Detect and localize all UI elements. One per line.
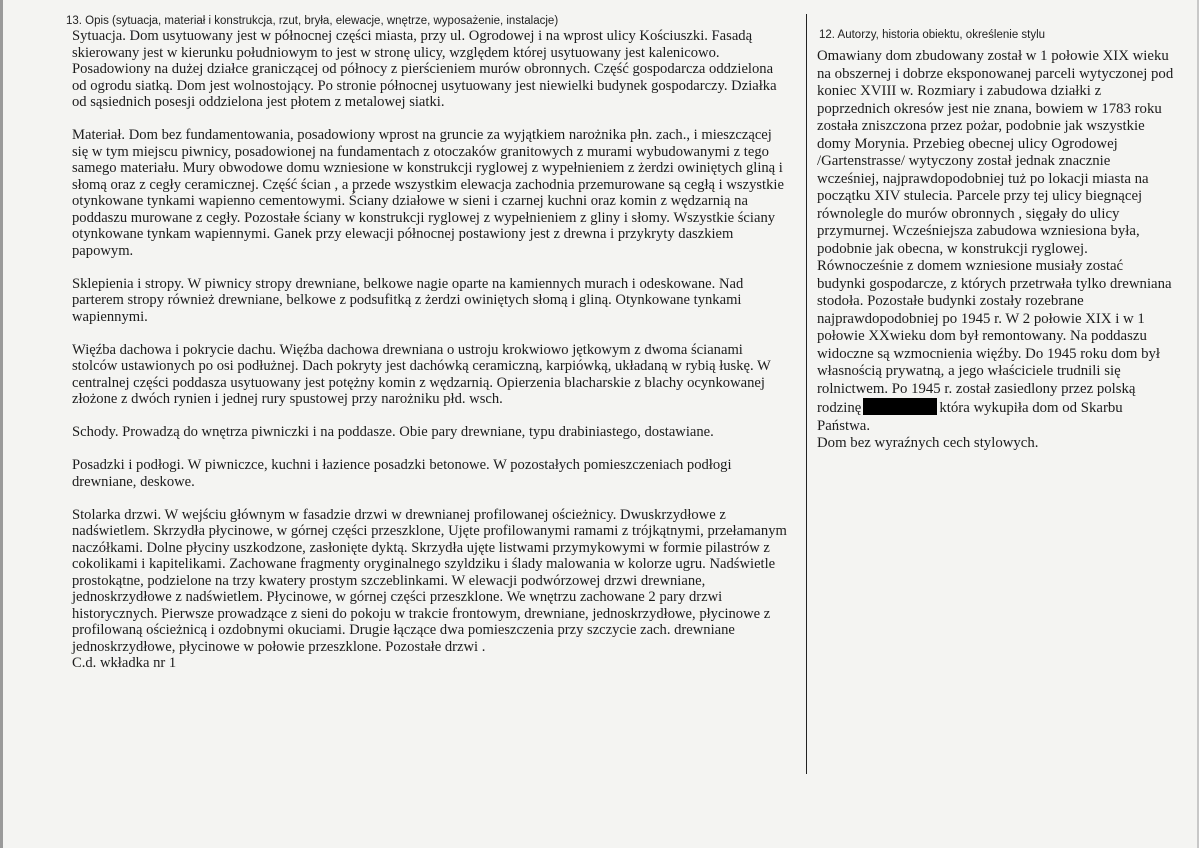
history-body: [817, 48, 1175, 453]
paragraph-posadzki: Posadzki i podłogi. W piwniczce, kuchni i łazience posadzki betonowe. W pozostałych pomieszczeniach podłogi drewniane, deskowe.: [72, 457, 732, 490]
column-divider: [806, 14, 807, 774]
paragraph-stolarka: Stolarka drzwi. W wejściu głównym w fasadzie drzwi w drewnianej profilowanej ościeżnicy. Dwuskrzydłowe z nadświetlem. Skrzydła płycinowe, w górnej części przeszklone, Ujęte profilowanymi ramami z trójkątnymi, przełamanym naczółkami. Dolne płyciny uszkodzone, zasłonięte dyktą. Skrzydła ujęte listwami przymykowymi w formie pilastrów z cokolikami i kapitelikami. Zachowane fragmenty oryginalnego szyldziku i ślady malowania w kolorze ugru. Nadświetle prostokątne, podzielone na trzy kwatery prostym szczeblinkami. W elewacji podwórzowej drzwi drewniane, jednoskrzydłowe z nadświetlem. Płycinowe, w górnej części przeszklone. We wnętrzu zachowane 2 pary drzwi historycznych. Pierwsze prowadzące z sieni do pokoju w trakcie frontowym, drewniane, jednoskrzydłowe, płycinowe z profilowaną ościeżnicą i ozdobnymi okuciami. Drugie łączące dwa pomieszczenia przy szczycie zach. drewniane jednoskrzydłowe, płycinowe w połowie przeszklone. Pozostałe drzwi .: [72, 506, 787, 655]
description-column: [66, 14, 788, 672]
paragraph-schody: Schody. Prowadzą do wnętrza piwniczki i na poddasze. Obie pary drewniane, typu drabiniastego, dostawiane.: [72, 424, 714, 440]
history-text-continued: która wykupiła dom od Skarbu Państwa.: [817, 400, 1123, 434]
paragraph-material: Materiał. Dom bez fundamentowania, posadowiony wprost na gruncie za wyjątkiem narożnika płn. zach., i mieszczącej się w tym miejscu piwnicy, posadowionej na fundamentach z otoczaków granitowych z murami wybudowanymi z tego samego materiału. Mury obwodowe domu wzniesione w konstrukcji ryglowej z wypełnieniem z żerdzi owiniętych gliną i słomą oraz z cegły ceramicznej. Część ścian , a przede wszystkim elewacja zachodnia przemurowane są cegłą i wszystkie otynkowane tynkami wapienno cementowymi. Ściany działowe w sieni i czarnej kuchni oraz komin z wędzarnią na poddaszu murowane z cegły. Pozostałe ściany w konstrukcji ryglowej z wypełnieniem z gliny i słomy. Wszystkie ściany otynkowane tynkam wapiennymi. Ganek przy elewacji północnej postawiony jest z drewna i przykryty daszkiem papowym.: [72, 127, 784, 259]
paragraph-wiezba: Więźba dachowa i pokrycie dachu. Więźba dachowa drewniana o ustroju krokwiowo jętkowym z dwoma ścianami stolców ustawionych po osi podłużnej. Dach pokryty jest dachówką ceramiczną, karpiówką, układaną w rybią łuskę. W centralnej części poddasza usytuowany jest potężny komin z wędzarnią. Opierzenia blacharskie z blachy ocynkowanej złożone z dwóch rynien i jednej rury spustowej przy narożniku płd. wsch.: [72, 341, 771, 407]
history-text: Omawiany dom zbudowany został w 1 połowie XIX wieku na obszernej i dobrze eksponowanej parceli wytyczonej pod koniec XVIII w. Rozmiary i zabudowa działki z poprzednich okresów jest nie znana, bowiem w 1783 roku została zniszczona przez pożar, podobnie jak wszystkie domy Morynia. Przebieg obecnej ulicy Ogrodowej /Gartenstrasse/ wytyczony został jednak znacznie wcześniej, najprawdopodobniej tuż po lokacji miasta na początku XIV stulecia. Parcele przy tej ulicy biegnącej równolegle do murów obronnych , sięgały do ulicy przymurnej. Wcześniejsza zabudowa wzniesiona była, podobnie jak obecna, w konstrukcji ryglowej. Równocześnie z domem wzniesione musiały zostać budynki gospodarcze, z których przetrwała tylko drewniana stodoła. Pozostałe budynki zostały rozebrane najprawdopodobniej po 1945 r. W 2 połowie XIX i w 1 połowie XXwieku dom był remontowany. Na poddaszu widoczne są wzmocnienia więźby. Do 1945 roku dom był własnością prywatną, a jego właściciele trudnili się rolnictwem. Po 1945 r. został zasiedlony przez polską rodzinę: [817, 48, 1174, 416]
scan-edge-left: [0, 0, 3, 848]
description-body: [72, 28, 788, 672]
continuation-note: C.d. wkładka nr 1: [72, 655, 177, 671]
section-13-heading: 13. Opis (sytuacja, materiał i konstrukcja, rzut, bryła, elewacje, wnętrze, wyposażenie, instalacje): [66, 15, 559, 27]
history-column: [817, 28, 1175, 453]
style-note: Dom bez wyraźnych cech stylowych.: [817, 435, 1039, 451]
paragraph-sytuacja: Sytuacja. Dom usytuowany jest w północnej części miasta, przy ul. Ogrodowej i na wprost ulicy Kościuszki. Fasadą skierowany jest w kierunku południowym to jest w stronę ulicy, względem której usytuowany jest kalenicowo. Posadowiony na dużej działce graniczącej od północy z pierścieniem murów obronnych. Część gospodarcza oddzielona od ogrodu siatką. Dom jest wolnostojący. Po stronie północnej usytuowany jest niewielki budynek gospodarczy. Działka od sąsiednich posesji oddzielona jest płotem z metalowej siatki.: [72, 28, 777, 110]
redaction-bar: [863, 398, 937, 415]
paragraph-sklepienia: Sklepienia i stropy. W piwnicy stropy drewniane, belkowe nagie oparte na kamiennych murach i odeskowane. Nad parterem stropy również drewniane, belkowe z podsufitką z żerdzi owiniętych słomą i gliną. Otynkowane tynkami wapiennymi.: [72, 275, 744, 325]
section-12-heading: 12. Autorzy, historia obiektu, określenie stylu: [819, 29, 1046, 41]
